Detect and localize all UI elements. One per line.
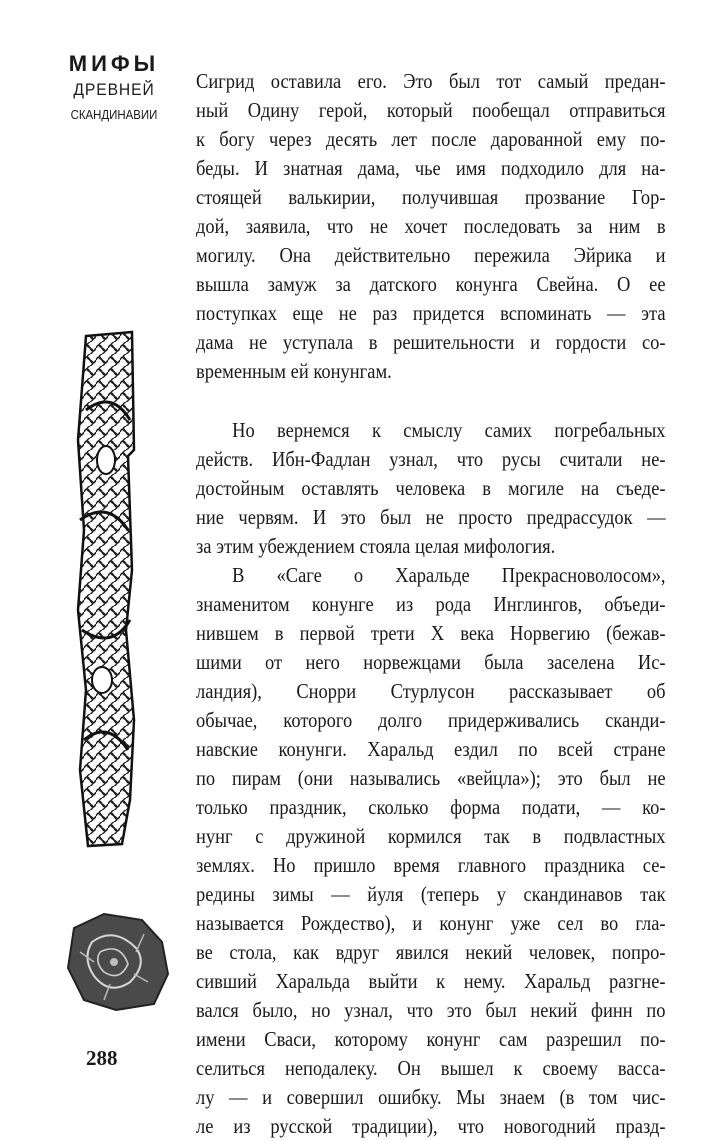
text-line: по пирам (они назывались «вейцла»); это был не xyxy=(196,766,666,790)
text-line: дой, заявила, что не хочет последовать за ним в xyxy=(196,214,666,238)
running-head xyxy=(64,50,164,128)
text-line: селиться неподалеку. Он вышел к своему васса- xyxy=(196,1056,666,1080)
text-line: действ. Ибн-Фадлан узнал, что русы считали не- xyxy=(196,447,666,471)
text-line: называется Рождество), и конунг уже сел во гла- xyxy=(196,911,666,935)
running-head-subtitle: ДРЕВНЕЙ xyxy=(73,80,155,99)
text-line: стоящей валькирии, получившая прозвание Гор- xyxy=(196,185,666,209)
text-line: знаменитом конунге из рода Инглингов, объеди- xyxy=(196,592,666,616)
text-line: редины зимы — йуля (теперь у скандинавов так xyxy=(196,882,666,906)
text-line: шими от него норвежцами была заселена Ис- xyxy=(196,650,666,674)
text-line: обычае, которого долго придерживались сканди- xyxy=(196,708,666,732)
text-line: дама не уступала в решительности и гордости со- xyxy=(196,330,666,354)
text-line: лу — и совершил ошибку. Мы знаем (в том чис- xyxy=(196,1085,666,1109)
paragraph xyxy=(196,416,666,561)
runestone-fragment-icon xyxy=(64,912,170,1012)
text-line: ландия), Снорри Стурлусон рассказывает об xyxy=(196,679,666,703)
text-line: нунг с дружиной кормился так в подвластных xyxy=(196,824,666,848)
text-line: за этим убеждением стояла целая мифология. xyxy=(196,534,556,558)
text-line: ле из русской традиции), что новогодний празд- xyxy=(196,1114,666,1138)
text-line: нившем в первой трети X века Норвегию (бежав- xyxy=(196,621,666,645)
text-line: Сигрид оставила его. Это был тот самый предан- xyxy=(196,69,666,93)
text-line: могилу. Она действительно пережила Эйрика и xyxy=(196,243,666,267)
text-line: достойным оставлять человека в могиле на съеде- xyxy=(196,476,666,500)
text-line: беды. И знатная дама, чье имя подходило для на- xyxy=(196,156,666,180)
text-line: ве стола, как вдруг явился некий человек, попро- xyxy=(196,940,666,964)
text-line: вышла замуж за датского конунга Свейна. О ее xyxy=(196,272,666,296)
paragraph xyxy=(196,561,666,1141)
text-line: вался было, но узнал, что это был некий финн по xyxy=(196,998,666,1022)
text-line: навские конунги. Харальд ездил по всей стране xyxy=(196,737,666,761)
text-line: имени Сваси, которому конунг сам разрешил по- xyxy=(196,1027,666,1051)
text-line: землях. Но пришло время главного праздника се- xyxy=(196,853,666,877)
text-line: поступках еще не раз придется вспоминать — эта xyxy=(196,301,666,325)
carved-runestone-ornament-icon xyxy=(72,330,144,850)
text-line: Но вернемся к смыслу самих погребальных xyxy=(232,418,666,442)
text-line: ный Одину герой, который пообещал отправиться xyxy=(196,98,666,122)
text-line: ние червям. И это был не просто предрассудок — xyxy=(196,505,666,529)
body-text xyxy=(196,67,666,1141)
text-line: В «Саге о Харальде Прекрасноволосом», xyxy=(232,563,666,587)
text-line: временным ей конунгам. xyxy=(196,359,392,383)
text-line: только праздник, сколько форма подати, — ко- xyxy=(196,795,666,819)
page-number: 288 xyxy=(86,1046,118,1070)
running-head-subtitle-2: СКАНДИНАВИИ xyxy=(70,107,158,122)
text-line: сивший Харальда выйти к нему. Харальд разгне- xyxy=(196,969,666,993)
text-line: к богу через десять лет после дарованной ему по- xyxy=(196,127,666,151)
running-head-title: МИФЫ xyxy=(68,51,160,76)
paragraph xyxy=(196,67,666,386)
